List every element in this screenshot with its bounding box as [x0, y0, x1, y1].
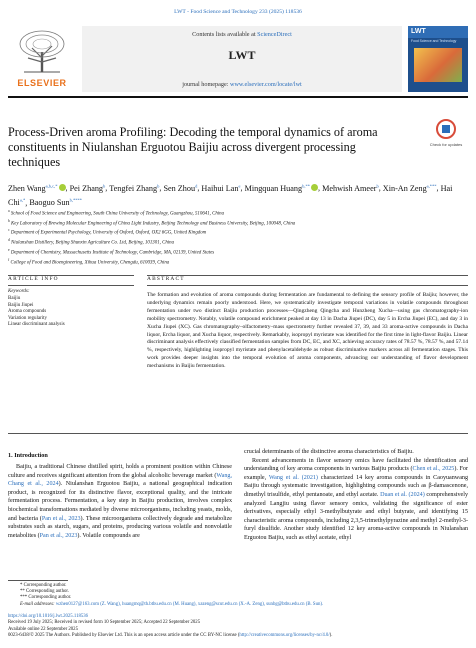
- intro-paragraph-left: [8, 463, 232, 540]
- contents-line: [82, 31, 402, 38]
- affiliation: [8, 237, 468, 247]
- citation-link[interactable]: Duan et al. (2024): [380, 491, 425, 498]
- crossmark-label: Check for updates: [429, 142, 463, 147]
- article-info-heading: ARTICLE INFO: [8, 276, 59, 282]
- abstract-rule-mid: [147, 285, 468, 286]
- affiliation-text: School of Food Science and Engineering, South China University of Technology, Guangzhou, 510641, China: [10, 211, 225, 217]
- article-metadata: [8, 614, 468, 639]
- footnote-corresponding-1: * Corresponding author.: [20, 583, 67, 588]
- author-affiliation-marker[interactable]: b,****: [69, 197, 82, 203]
- orcid-icon[interactable]: [59, 184, 66, 191]
- abstract-heading: ABSTRACT: [147, 276, 185, 282]
- citation-link[interactable]: Wang, Chang et al., 2024: [8, 472, 232, 488]
- intro-left-text-1: Baijiu, a traditional Chinese distilled spirit, holds a prominent position within Chinese culture and receives significant attention from the global alcoholic beverage market (: [8, 464, 232, 479]
- available-online: Available online 22 September 2025: [8, 626, 78, 632]
- author-name: Haihui Lan: [201, 183, 239, 193]
- author-affiliation-marker[interactable]: d: [195, 183, 198, 188]
- keyword-list: [8, 296, 128, 329]
- intro-left-text-4: ). Volatile compounds are: [77, 532, 140, 539]
- contents-prefix: Contents lists available at: [192, 31, 256, 38]
- doi-link[interactable]: https://doi.org/10.1016/j.lwt.2025.118536: [8, 614, 89, 619]
- journal-cover-thumbnail[interactable]: [408, 26, 468, 92]
- affiliation-text: Key Laboratory of Brewing Molecular Engineering of China Light Industry, Beijing Technology and Business University, Beijing, 100048, China: [11, 221, 296, 227]
- author-name: Mingquan Huang: [244, 183, 303, 193]
- article-title: Process-Driven aroma Profiling: Decoding the temporal dynamics of aroma constituents in Niulanshan Erguotou Baijiu across divergent processing techniques: [8, 125, 378, 169]
- author-name: Baoguo Sun: [29, 198, 70, 208]
- email-label: E-mail addresses:: [20, 601, 55, 607]
- affiliation-key: a: [8, 209, 10, 213]
- author-name: Hai Chi: [8, 183, 453, 208]
- affiliation-key: f: [8, 257, 10, 262]
- author[interactable]: [8, 184, 66, 193]
- affiliation: [8, 227, 468, 237]
- abstract-rule-top: [147, 275, 468, 276]
- cover-title: LWT: [411, 28, 426, 35]
- author[interactable]: [29, 198, 82, 207]
- orcid-icon[interactable]: [311, 184, 318, 191]
- keyword: Baijiu: [8, 296, 21, 301]
- affiliation: [8, 208, 468, 218]
- affiliation: [8, 257, 468, 267]
- intro-right-text-3: characterized 14 key aroma compounds in Caoyuanwang Baijiu through systematic investigation, highlighting compounds such as β-damascenone, dimethyl trisulfide, ethyl pentanoate, and ethyl acetate.: [244, 474, 468, 498]
- keyword: Linear discriminant analysis: [8, 322, 65, 327]
- author-affiliation-marker[interactable]: a,b,c,*: [45, 183, 58, 188]
- keyword: Baijiu Jiupei: [8, 302, 34, 308]
- author[interactable]: [245, 184, 318, 193]
- intro-right-paragraph: [244, 457, 468, 543]
- license-end: ).: [329, 632, 333, 638]
- footnote-corresponding-3: *** Corresponding author.: [20, 595, 72, 601]
- masthead-divider: [8, 96, 468, 98]
- running-head[interactable]: LWT - Food Science and Technology 233 (2025) 118536: [174, 9, 302, 15]
- affiliation-text: College of Food and Bioengineering, Xihua University, Chengdu, 610039, China: [10, 260, 170, 266]
- abstract-text: The formation and evolution of aroma compounds during fermentation are fundamental to defining the sensory profile of Baijiu; however, the underlying dynamics remain poorly understood. Here, we systematically investigate temporal variations in volatile compounds throughout fermentation under two distinct Baijiu production processes—Qingzheng Qingcha and Hunzheng Xucha—using gas chromatography-ion mobility spectrometry. Notably, volatile compound enrichment peaked at day 13 in Dacha Jiupei (DC), day 5 in Ercha Jiupei (EC), and day 3 in Xucha Jiupei (XC). Gas chromatography–olfactometry–mass spectrometry further revealed 37, 39, and 33 aroma-active compounds in Dacha liquor, Ercha liquor, and Xucha liquor, respectively. Remarkably, isopropyl myristate was identified for the first time in light-flavor Baijiu. Linear discriminant analysis effectively classified fermentation samples from DC, EC, and XC, achieving accuracy rates of 78.57 %, 78.57 %, and 57.14 %, respectively, highlighting isopropyl myristate and phenylacetaldehyde as robust discriminative markers across all fermentation stages. This work provides deeper insights into the temporal evolution of aroma components, advancing our understanding of flavor development mechanisms in Baijiu fermentation.: [147, 292, 468, 370]
- citation-link[interactable]: Pan et al., 2023: [39, 532, 78, 539]
- affiliation-text: Department of Experimental Psychology, University of Oxford, Oxford, OX2 6GG, United Kingdom: [10, 231, 207, 237]
- author[interactable]: [201, 184, 240, 193]
- elsevier-logo[interactable]: [8, 26, 76, 92]
- author-name: Tengfei Zhang: [109, 183, 158, 193]
- received-dates: Received 19 July 2025; Received in revised form 10 September 2025; Accepted 22 September 2025: [8, 620, 201, 626]
- author-list: Zhen Wang$^{a,b,c,*}$ , Pei Zhang$^b$, Tengfei Zhang$^b$, Sen Zhou$^d$, Haihui Lan$^e$, Mingquan Huang$^{b,**}$ , Mehwish Ameer$^b$, Xin-An Zeng$^{a,***}$, Hai Chi$^{a,*}$, Baoguo Sun$^{b,****}$: [8, 183, 453, 208]
- author-name: Pei Zhang: [69, 183, 104, 193]
- author-affiliation-marker[interactable]: a,*: [19, 197, 26, 203]
- author[interactable]: [163, 184, 197, 193]
- cover-image: [414, 48, 462, 82]
- license-line: [8, 633, 468, 639]
- author-affiliation-marker[interactable]: b: [103, 183, 106, 188]
- elsevier-tree-icon: [16, 28, 68, 74]
- author-name: Mehwish Ameer: [322, 183, 377, 193]
- article-info-rule-mid: [8, 285, 134, 286]
- author[interactable]: [322, 184, 379, 193]
- keyword: Aroma compounds: [8, 309, 47, 314]
- introduction-heading: 1. Introduction: [8, 452, 48, 459]
- intro-right-text-4: comprehensively analyzed Langjiu using flavor sensory omics, validating the significance of ester derivatives, especially ethyl 3-methylbutyrate and ethyl butyrate, and identifying 15 characteristic aroma compounds, including 2,3,5-trimethylpyrazine and methyl 2-methyl-3-furyl disulfide. Another study identified 12 key aroma-active compounds in Niulanshan Erguotou Baijiu, such as ethyl acetate, ethyl: [244, 491, 469, 541]
- affiliation-list: [8, 208, 468, 266]
- affiliation-key: c: [8, 228, 10, 233]
- author[interactable]: [383, 184, 437, 193]
- homepage-prefix: journal homepage:: [182, 81, 229, 88]
- affiliation-text: Niulanshan Distillery, Beijing Shunxin Agriculture Co. Ltd, Beijing, 101301, China: [11, 240, 175, 246]
- citation-link[interactable]: Pan et al., 2023: [41, 515, 81, 522]
- keyword: Variation regularity: [8, 315, 48, 321]
- affiliation-key: e: [8, 247, 10, 252]
- footnote-emails: [8, 602, 468, 608]
- journal-name: LWT: [228, 48, 256, 62]
- intro-right-text-2: ). For example,: [244, 466, 469, 481]
- author-affiliation-marker[interactable]: b: [376, 183, 379, 188]
- intro-right-text-1: Recent advancements in flavor sensory omics have facilitated the identification and understanding of key aroma components in various Baijiu products (: [244, 457, 468, 473]
- elsevier-wordmark: ELSEVIER: [17, 78, 67, 88]
- footnote-rule: [8, 580, 68, 581]
- journal-info-box: [82, 26, 402, 92]
- journal-masthead: [8, 26, 468, 92]
- intro-left-text-3: ). These microorganisms collectively degrade and metabolize substrates such as starch, sugars, and proteins, producing various volatile and nonvolatile metabolites (: [8, 515, 233, 539]
- affiliation: [8, 247, 468, 257]
- author-name: Sen Zhou: [163, 183, 196, 193]
- email-links[interactable]: wzhen0127@163.com (Z. Wang), huangmq@th.btbu.edu.cn (M. Huang), xazeng@scut.edu.cn (X.-A. Zeng), sunbg@btbu.edu.cn (B. Sun).: [55, 601, 324, 607]
- sciencedirect-link[interactable]: ScienceDirect: [257, 31, 292, 38]
- affiliation-text: Department of Chemistry, Massachusetts Institute of Technology, Cambridge, MA, 02139, United States: [10, 250, 215, 256]
- intro-left-text-2: ). Niulanshan Erguotou Baijiu, a national geographical indication product, is recognized for its distinctive flavor, exceptional quality, and the intricate fermentation process. Fermentation, a key step in Baijiu production, involves complex biochemical transformations mediated by diverse microorganisms, including yeasts, molds, and bacteria (: [8, 481, 232, 522]
- citation-link[interactable]: Wang et al. (2021): [268, 474, 318, 481]
- crossmark-badge[interactable]: [428, 119, 464, 159]
- footnotes: [8, 583, 468, 608]
- license-text: 0023-6438/© 2025 The Authors. Published by Elsevier Ltd. This is an open access article under the CC BY-NC license (: [8, 632, 240, 638]
- keywords-title: Keywords:: [8, 289, 30, 294]
- license-link[interactable]: http://creativecommons.org/licenses/by-nc/4.0/: [239, 632, 330, 638]
- author[interactable]: [109, 184, 159, 193]
- affiliation-key: d: [8, 238, 10, 243]
- intro-right-continuation: crucial determinants of the distinctive aroma characteristics of Baijiu.: [244, 449, 414, 455]
- homepage-line: [82, 81, 402, 88]
- author-affiliation-marker[interactable]: a,***: [426, 183, 437, 188]
- author-affiliation-marker[interactable]: b: [157, 183, 160, 188]
- author-name: Xin-An Zeng: [382, 183, 427, 193]
- crossmark-icon: [436, 119, 456, 139]
- author-affiliation-marker[interactable]: e: [238, 183, 241, 188]
- author[interactable]: [70, 184, 106, 193]
- author-affiliation-marker[interactable]: b,**: [302, 183, 310, 188]
- abstract-rule-bottom: [8, 433, 468, 434]
- journal-homepage-link[interactable]: www.elsevier.com/locate/lwt: [230, 81, 302, 88]
- author-name: Zhen Wang: [8, 183, 46, 193]
- intro-column-right: [244, 448, 468, 543]
- affiliation: [8, 218, 468, 228]
- cover-subtitle: Food Science and Technology: [411, 39, 457, 43]
- footnote-corresponding-2: ** Corresponding author.: [20, 589, 69, 595]
- citation-link[interactable]: Chen et al., 2025: [412, 466, 455, 473]
- affiliation-key: b: [8, 218, 10, 223]
